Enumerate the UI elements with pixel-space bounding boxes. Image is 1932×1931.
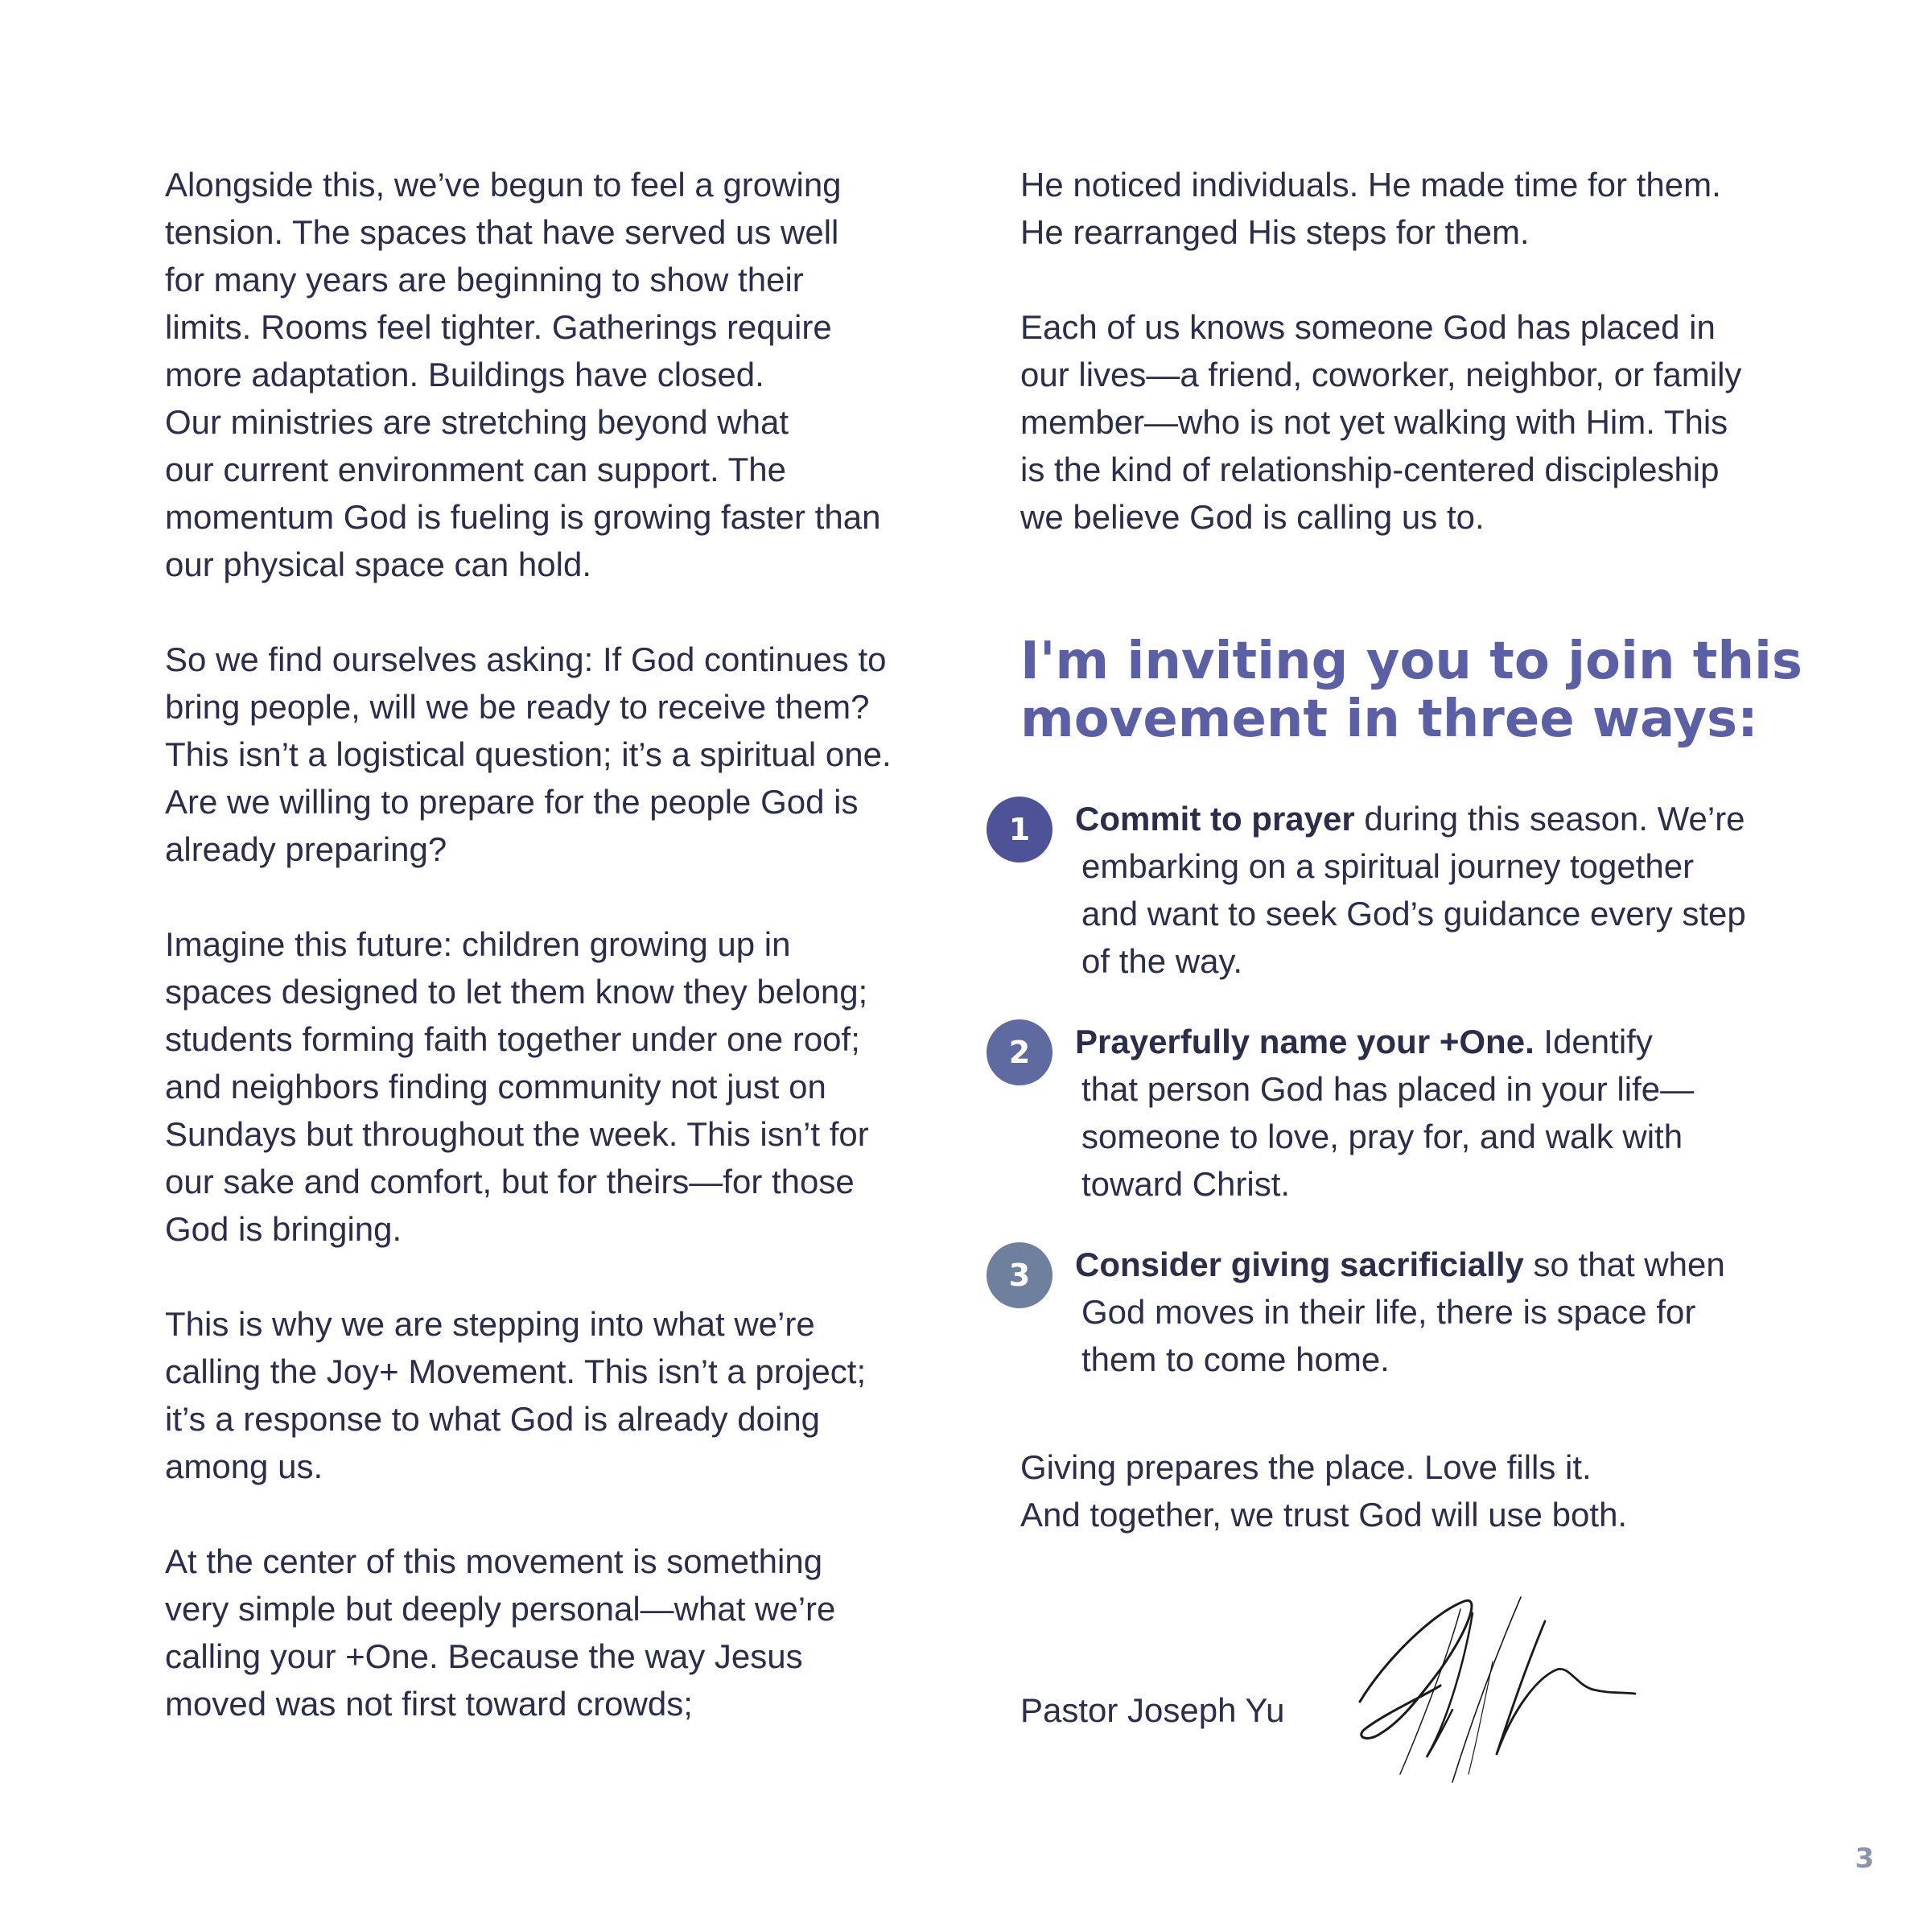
step-item-2	[987, 1018, 1807, 1208]
step-number-badge: 3	[987, 1242, 1053, 1308]
step-text-line: someone to love, pray for, and walk with	[1081, 1118, 1683, 1155]
step-text-line: and want to seek God’s guidance every step	[1081, 895, 1746, 933]
text-line: already preparing?	[165, 830, 447, 868]
text-line: more adaptation. Buildings have closed.	[165, 356, 764, 393]
text-line: for many years are beginning to show their	[165, 261, 804, 299]
step-bold-text: Prayerfully name your +One.	[1075, 1023, 1534, 1060]
text-line: Are we willing to prepare for the people God is	[165, 783, 859, 821]
right-paragraph-1	[1020, 161, 1809, 256]
heading-line: I'm inviting you to join this	[1020, 632, 1802, 691]
text-line: momentum God is fueling is growing faster than	[165, 498, 881, 536]
text-line: our current environment can support. The	[165, 451, 786, 488]
text-line: Imagine this future: children growing up in	[165, 925, 791, 963]
text-line: moved was not first toward crowds;	[165, 1685, 693, 1723]
step-text-line: them to come home.	[1081, 1340, 1390, 1378]
step-item-3	[987, 1241, 1807, 1383]
left-column	[165, 161, 954, 1775]
text-line: God is bringing.	[165, 1210, 402, 1248]
heading-line: movement in three ways:	[1020, 690, 1758, 749]
right-column	[1020, 161, 1809, 588]
text-line: member—who is not yet walking with Him. This	[1020, 403, 1728, 441]
text-line: limits. Rooms feel tighter. Gatherings require	[165, 308, 832, 346]
text-line: bring people, will we be ready to receive them?	[165, 688, 870, 726]
text-line: calling your +One. Because the way Jesus	[165, 1637, 803, 1675]
text-line: spaces designed to let them know they belong;	[165, 973, 868, 1011]
text-line: calling the Joy+ Movement. This isn’t a project;	[165, 1353, 867, 1390]
text-line: So we find ourselves asking: If God continues to	[165, 640, 887, 678]
section-heading	[1020, 632, 1802, 748]
text-line: our physical space can hold.	[165, 546, 591, 583]
signature-image	[1352, 1581, 1642, 1798]
text-line: Sundays but throughout the week. This isn’t for	[165, 1115, 869, 1153]
step-text-line: of the way.	[1081, 942, 1242, 980]
text-line: and neighbors finding community not just on	[165, 1068, 826, 1105]
text-line: He noticed individuals. He made time for them.	[1020, 166, 1721, 204]
text-line: Each of us knows someone God has placed in	[1020, 308, 1716, 346]
text-line: At the center of this movement is something	[165, 1542, 823, 1580]
right-paragraph-2	[1020, 303, 1809, 541]
closing-line: Giving prepares the place. Love fills it.	[1020, 1448, 1592, 1486]
steps-list	[987, 795, 1807, 1416]
step-text: Identify	[1534, 1023, 1653, 1060]
text-line: Our ministries are stretching beyond what	[165, 403, 789, 441]
text-line: This is why we are stepping into what we’re	[165, 1305, 815, 1343]
left-paragraph-2	[165, 636, 954, 873]
left-paragraph-5	[165, 1538, 954, 1727]
page-number: 3	[1855, 1842, 1874, 1875]
closing-text	[1020, 1443, 1627, 1538]
step-text-line: that person God has placed in your life—	[1081, 1070, 1695, 1108]
signature-name: Pastor Joseph Yu	[1020, 1691, 1285, 1729]
left-paragraph-3	[165, 920, 954, 1253]
step-text: so that when	[1523, 1245, 1725, 1283]
step-bold-text: Commit to prayer	[1075, 800, 1355, 838]
step-number-badge: 1	[987, 797, 1053, 863]
step-text-line: God moves in their life, there is space for	[1081, 1293, 1696, 1331]
text-line: Alongside this, we’ve begun to feel a growing	[165, 166, 842, 204]
text-line: our sake and comfort, but for theirs—for those	[165, 1163, 855, 1200]
left-paragraph-4	[165, 1300, 954, 1490]
text-line: is the kind of relationship-centered discipleship	[1020, 451, 1720, 488]
text-line: He rearranged His steps for them.	[1020, 213, 1530, 251]
text-line: very simple but deeply personal—what we’re	[165, 1590, 836, 1628]
text-line: we believe God is calling us to.	[1020, 498, 1485, 536]
text-line: among us.	[165, 1447, 323, 1485]
step-number-badge: 2	[987, 1019, 1053, 1085]
step-text-line: toward Christ.	[1081, 1165, 1291, 1203]
step-text-line: embarking on a spiritual journey together	[1081, 847, 1695, 885]
text-line: tension. The spaces that have served us well	[165, 213, 839, 251]
step-item-1	[987, 795, 1807, 985]
step-bold-text: Consider giving sacrificially	[1075, 1245, 1524, 1283]
text-line: it’s a response to what God is already doing	[165, 1400, 821, 1438]
text-line: students forming faith together under one roof;	[165, 1020, 860, 1058]
text-line: This isn’t a logistical question; it’s a spiritual one.	[165, 735, 892, 773]
left-paragraph-1	[165, 161, 954, 588]
closing-line: And together, we trust God will use both.	[1020, 1496, 1628, 1534]
step-text: during this season. We’re	[1354, 800, 1745, 838]
text-line: our lives—a friend, coworker, neighbor, or family	[1020, 356, 1742, 393]
